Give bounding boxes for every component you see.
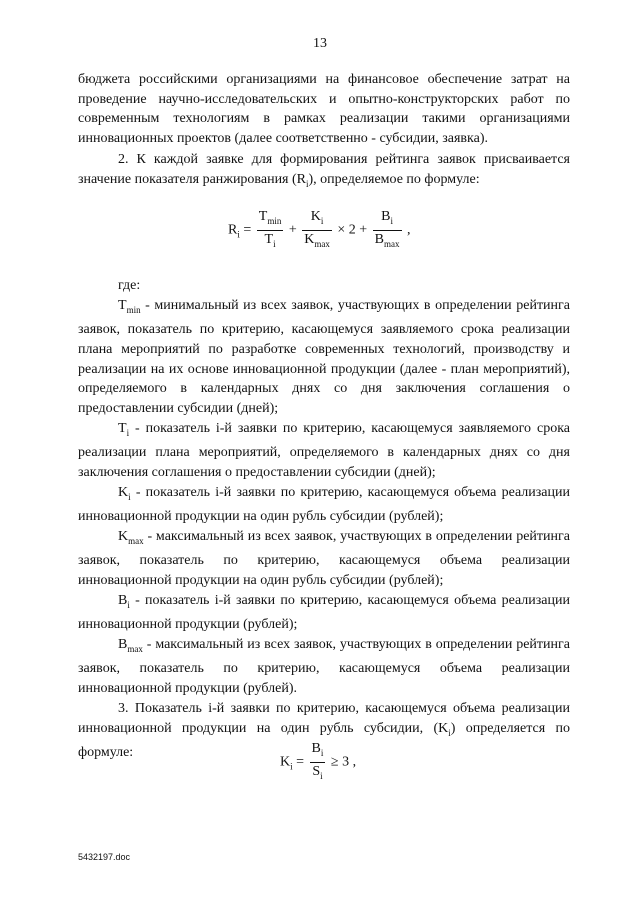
def-sym: K (118, 528, 129, 544)
formula1-frac-b (373, 208, 402, 253)
def-sub: i (127, 599, 130, 610)
frac-k-den: K (304, 231, 315, 247)
frac2-den: S (312, 763, 321, 779)
formula2-lhs-sub: i (290, 761, 293, 772)
def-sym: T (118, 420, 127, 436)
doc-footer: 5432197.doc (78, 852, 131, 862)
frac-b-num: B (381, 209, 391, 224)
def-text: - показатель i-й заявки по критерию, касающемуся заявляемого срока реализации плана мероприятий, определяемого в календарных днях со дня заключения соглашения о предоставлении субсидии (дней); (78, 420, 570, 480)
def-text: - максимальный из всех заявок, участвующих в определении рейтинга заявок, показатель по критерию, касающемуся объема реализации инновационной продукции (рублей). (78, 636, 570, 697)
formula1-frac-t (257, 208, 284, 253)
def-sub: i (126, 427, 130, 438)
def-sym: B (118, 636, 128, 652)
page-number: 13 (313, 36, 327, 51)
frac-b-num-sub: i (390, 215, 394, 226)
intro-text: бюджета российскими организациями на финансовое обеспечение затрат на проведение научно-исследовательских и опытно-конструкторских работ по современным технологиям в рамках реализации такими организациями инновационных проектов (далее соответственно - субсидии, заявка). (78, 72, 570, 147)
def-sub: min (126, 304, 141, 315)
def-tmin (78, 296, 570, 419)
para2-sub: i (306, 178, 309, 189)
def-sym: B (118, 592, 128, 608)
frac-t-num-sub: min (267, 215, 282, 226)
frac-b-den-sub: max (384, 238, 400, 249)
def-bi (78, 591, 570, 635)
def-sym: T (118, 297, 127, 313)
formula2-frac (310, 740, 326, 785)
para2-end: ), определяемое по формуле: (308, 171, 480, 187)
para3-text: 3. Показатель i-й заявки по критерию, касающемуся объема реализации инновационной продукции на один рубль субсидии, (K (78, 700, 570, 736)
def-sub: i (128, 491, 131, 502)
frac-k-num-sub: i (320, 215, 324, 226)
para3-sub: i (448, 727, 451, 738)
frac2-num-sub: i (320, 747, 324, 758)
def-text: - минимальный из всех заявок, участвующих в определении рейтинга заявок, показатель по критерию, касающемуся заявляемого срока реализации плана мероприятий по разработке современных технологий, производству и реализации на их основе инновационной продукции (далее - план мероприятий), определяемого в календарных днях со дня заключения соглашения о предоставлении субсидии (дней); (78, 297, 570, 417)
frac2-num: B (311, 741, 321, 756)
definitions-block (78, 276, 570, 763)
def-ki (78, 483, 570, 527)
frac-k-num: K (310, 209, 321, 224)
ki-formula (280, 740, 356, 785)
def-text: - показатель i-й заявки по критерию, касающемуся объема реализации инновационной продукции (рублей); (78, 592, 570, 633)
frac-t-den-sub: i (273, 238, 276, 249)
def-text: - показатель i-й заявки по критерию, касающемуся объема реализации инновационной продукции на один рубль субсидии (рублей); (78, 484, 570, 525)
formula2-eq: = (296, 754, 305, 770)
def-text: - максимальный из всех заявок, участвующих в определении рейтинга заявок, показатель по критерию, касающемуся объема реализации инновационной продукции на один рубль субсидии (рублей); (78, 528, 570, 589)
frac-b-den: B (374, 231, 385, 247)
formula1-times: × 2 + (337, 222, 368, 238)
def-sub: max (127, 643, 143, 654)
def-ti (78, 419, 570, 483)
para2-text: 2. К каждой заявке для формирования рейтинга заявок присваивается значение показателя ранжирования (R (78, 152, 570, 187)
def-bmax (78, 635, 570, 699)
frac-t-den: T (264, 231, 274, 247)
para3-end: ) определяется по формуле: (78, 720, 570, 761)
where-label: где: (118, 278, 141, 293)
formula1-lhs-sub: i (237, 229, 240, 240)
paragraph-2 (78, 150, 570, 194)
def-sub: max (128, 535, 144, 546)
formula1-tail: , (407, 222, 411, 238)
ranking-formula (228, 208, 411, 253)
formula1-eq: = (243, 222, 252, 238)
def-sym: K (118, 484, 129, 500)
frac-t-num: T (258, 209, 268, 224)
formula2-tail: ≥ 3 , (330, 754, 357, 770)
frac-k-den-sub: max (314, 238, 330, 249)
formula2-lhs: K (280, 754, 291, 770)
formula1-lhs: R (228, 222, 238, 238)
frac2-den-sub: i (320, 770, 323, 781)
formula1-plus: + (288, 222, 297, 238)
def-kmax (78, 527, 570, 591)
formula1-frac-k (302, 208, 332, 253)
intro-paragraph (78, 70, 570, 149)
